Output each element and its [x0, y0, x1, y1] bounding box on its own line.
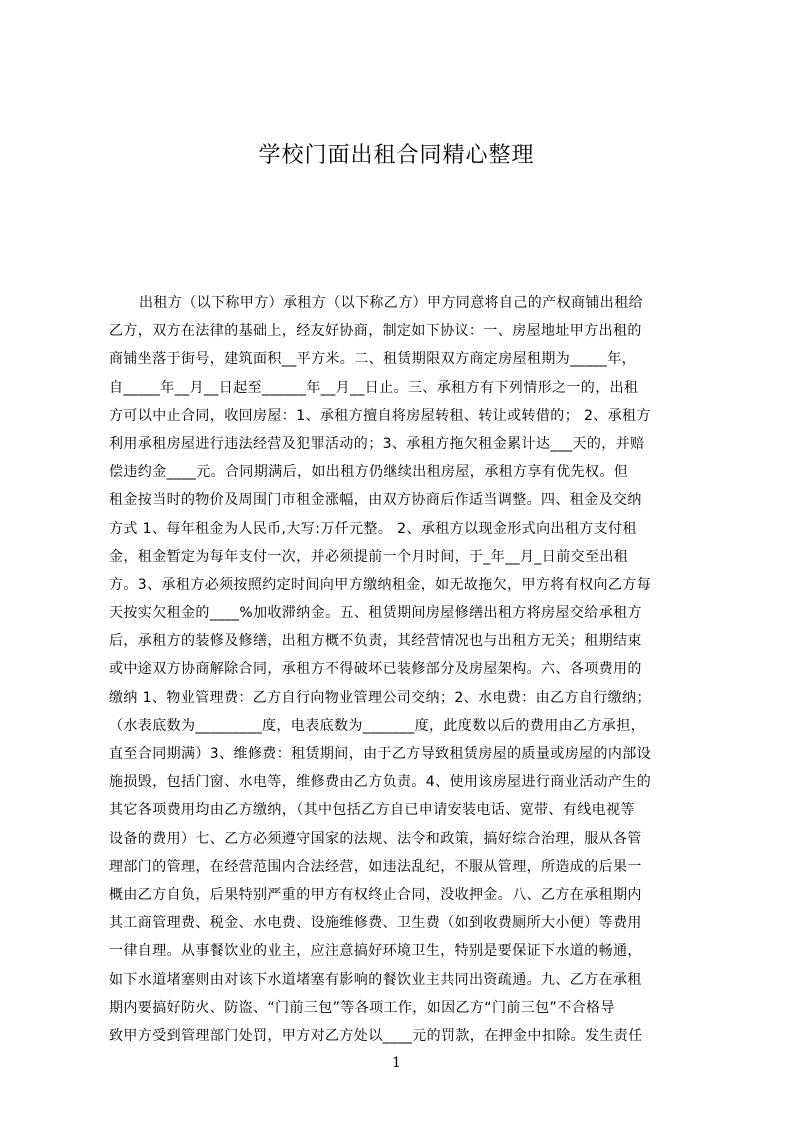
text-line: 设备的费用）七、乙方必须遵守国家的法规、法令和政策，搞好综合治理，服从各管: [109, 830, 642, 847]
contract-body: [109, 289, 699, 1050]
page-number: 1: [392, 1055, 401, 1071]
text-line: 自_____年__月__日起至______年__月__日止。三、承租方有下列情形之一的，出租: [109, 379, 639, 396]
text-line: 期内要搞好防火、防盗、“门前三包”等各项工作，如因乙方“门前三包”不合格导: [109, 999, 615, 1016]
text-line: 直至合同期满）3、维修费：租赁期间，由于乙方导致租赁房屋的质量或房屋的内部设: [109, 746, 652, 762]
text-line: 一律自理。从事餐饮业的业主，应注意搞好环境卫生，特别是要保证下水道的畅通，: [109, 943, 642, 960]
text-line: 如下水道堵塞则由对该下水道堵塞有影响的餐饮业主共同出资疏通。九、乙方在承租: [109, 971, 642, 988]
text-line: 方。3、承租方必须按照约定时间向甲方缴纳租金，如无故拖欠，甲方将有权向乙方每: [109, 576, 652, 593]
text-line: 其工商管理费、税金、水电费、设施维修费、卫生费（如到收费厕所大小便）等费用: [109, 915, 642, 932]
text-line: 方式 1、每年租金为人民币,大写:万仟元整。 2、承租方以现金形式向出租方支付租: [109, 520, 637, 537]
document-title: 学校门面出租合同精心整理: [258, 143, 535, 168]
text-line: 施损毁，包括门窗、水电等，维修费由乙方负责。4、使用该房屋进行商业活动产生的: [109, 774, 652, 791]
text-line: 商铺坐落于街号，建筑面积__平方米。二、租赁期限双方商定房屋租期为_____年，: [109, 351, 636, 368]
text-line: 方可以中止合同，收回房屋：1、承租方擅自将房屋转租、转让或转借的； 2、承租方: [109, 407, 651, 424]
text-line: 后，承租方的装修及修缮，出租方概不负责，其经营情况也与出租方无关；租期结束: [109, 633, 642, 650]
text-line: 出租方（以下称甲方）承租方（以下称乙方）甲方同意将自己的产权商铺出租给: [139, 295, 643, 311]
text-line: 其它各项费用均由乙方缴纳，（其中包括乙方自已申请安装电话、宽带、有线电视等: [109, 802, 635, 819]
text-line: 租金按当时的物价及周围门市租金涨幅，由双方协商后作适当调整。四、租金及交纳: [109, 492, 642, 509]
text-line: 致甲方受到管理部门处罚，甲方对乙方处以____元的罚款，在押金中扣除。发生责任: [109, 1027, 643, 1044]
text-line: 理部门的管理，在经营范围内合法经营，如违法乱纪，不服从管理，所造成的后果一: [109, 858, 642, 875]
text-line: 金，租金暂定为每年支付一次，并必须提前一个月时间，于_年__月_日前交至出租: [109, 548, 629, 565]
text-line: 概由乙方自负，后果特别严重的甲方有权终止合同，没收押金。八、乙方在承租期内: [109, 886, 642, 903]
text-line: 偿违约金____元。合同期满后，如出租方仍继续出租房屋，承租方享有优先权。但: [109, 464, 629, 481]
text-line: 或中途双方协商解除合同，承租方不得破坏已装修部分及房屋架构。六、各项费用的: [109, 661, 642, 678]
text-line: 乙方，双方在法律的基础上，经友好协商，制定如下协议：一、房屋地址甲方出租的: [109, 323, 642, 340]
text-line: 缴纳 1、物业管理费：乙方自行向物业管理公司交纳；2、水电费：由乙方自行缴纳；: [109, 689, 651, 706]
text-line: 利用承租房屋进行违法经营及犯罪活动的；3、承租方拖欠租金累计达___天的，并赔: [109, 435, 645, 452]
text-line: 天按实欠租金的____%加收滞纳金。五、租赁期间房屋修缮出租方将房屋交给承租方: [109, 605, 642, 622]
text-line: （水表底数为_________度，电表底数为_______度，此度数以后的费用由乙方承担，: [109, 717, 645, 734]
